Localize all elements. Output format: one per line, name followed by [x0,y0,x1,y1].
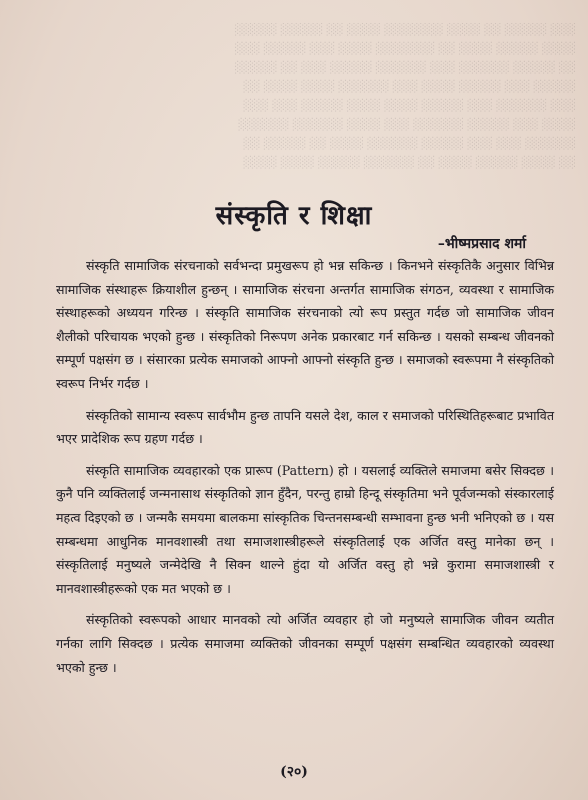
bleed-through-text: ░░░ ░░░░░ ░░ ░░░░ ░░░░░░░ ░░░░ ░░ ░░░░░ ░░░░░ ░░░░ ░░░░░ ░░░░ ░░ ░░░░░░░ ░░░░ ░░░ ░░░░░ ░░░ ░░ ░░░░░ ░░░░░░ ░░░ ░░░░░░ ░░░░░ ░░░ ░░ ░░░░░ ░░░░░ ░░░ ░░░░░ ░░░░ ░░░ ░░░░░░ ░░░░ ░░░░ ░░ ░░░ ░░░░░░ ░░░ ░░░░░ ░░░░ ░░░░ ░░░░░ ░░░ ░░░ ░░░░ ░░░ ░░░░░ ░░░░░░ ░░░ ░░░░ ░░░░░░ ░░░░░░ ░░░░░░ ░░░ ░░░ ░░░░░ ░░░░░░ ░░░░ ░░ ░░░░░ ░░ ░░ ░░░░ ░░░░░ ░░░░ ░░ ░░░░░░ ░░░░░ ░░░░ ░░░░ [234,23,575,169]
paragraph-3: संस्कृति सामाजिक व्यवहारको एक प्रारूप (Pattern) हो । यसलाई व्यक्तिले समाजमा बसेर सिक्दछ । कुनै पनि व्यक्तिलाई जन्मनासाथ संस्कृतिको ज्ञान हुँदैन, परन्तु हाम्रो हिन्दू संस्कृतिमा भने पूर्वजन्मको संस्कारलाई महत्व दिइएको छ । जन्मकै समयमा बालकमा सांस्कृतिक चिन्तनसम्बन्धी सम्भावना हुन्छ भनी भनिएको छ । यस सम्बन्धमा आधुनिक मानवशास्त्री तथा समाजशास्त्रीहरूले संस्कृतिलाई एक अर्जित वस्तु मानेका छन् । संस्कृतिलाई मनुष्यले जन्मेदेखि नै सिक्न थाल्ने हुंदा यो अर्जित वस्तु हो भन्ने कुरामा समाजशास्त्री र मानवशास्त्रीहरूको एक मत भएको छ । [56,462,554,596]
article-body [56,254,554,687]
page-number: (२०) [280,764,308,780]
paragraph-4: संस्कृतिको स्वरूपको आधार मानवको त्यो अर्जित व्यवहार हो जो मनुष्यले सामाजिक जीवन व्यतीत गर्नका लागि सिक्दछ । प्रत्येक समाजमा व्यक्तिको जीवनका सम्पूर्ण पक्षसंग सम्बन्धित व्यवहारको व्यवस्था भएको हुन्छ । [56,612,554,675]
paragraph-2: संस्कृतिको सामान्य स्वरूप सार्वभौम हुन्छ तापनि यसले देश, काल र समाजको परिस्थितिहरूबाट प्रभावित भएर प्रादेशिक रूप ग्रहण गर्दछ । [56,407,554,447]
author-byline: –भीष्मप्रसाद शर्मा [437,236,526,252]
paragraph-1: संस्कृति सामाजिक संरचनाको सर्वभन्दा प्रमुखरूप हो भन्न सकिन्छ । किनभने संस्कृतिकै अनुसार विभिन्न सामाजिक संस्थाहरू क्रियाशील हुन्छन् । सामाजिक संरचना अन्तर्गत सामाजिक संगठन, व्यवस्था र सामाजिक संस्थाहरूको अध्ययन गरिन्छ । संस्कृति सामाजिक संरचनाको त्यो रूप प्रस्तुत गर्दछ जो सामाजिक जीवन शैलीको परिचायक भएको हुन्छ । संस्कृतिको निरूपण अनेक प्रकारबाट गर्न सकिन्छ । यसको सम्बन्ध जीवनको सम्पूर्ण पक्षसंग छ । संसारका प्रत्येक समाजको आफ्नो आफ्नो संस्कृति हुन्छ । समाजको स्वरूपमा नै संस्कृतिको स्वरूप निर्भर गर्दछ । [56,258,554,391]
article-title: संस्कृति र शिक्षा [215,201,373,231]
